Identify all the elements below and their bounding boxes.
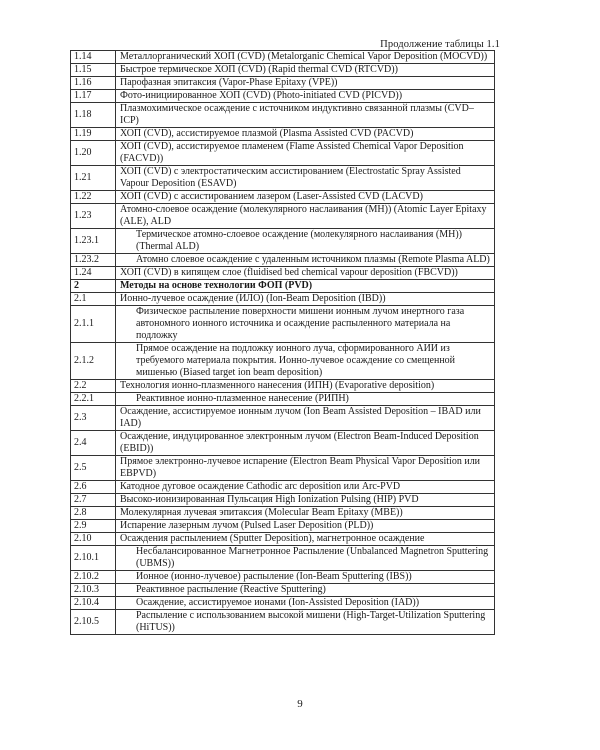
method-description: Фото-инициированное ХОП (CVD) (Photo-initiated CVD (PICVD)) — [116, 90, 495, 103]
table-row — [71, 431, 495, 456]
method-description: Осаждение, ассистируемое ионным лучом (Ion Beam Assisted Deposition – IBAD или IAD) — [116, 406, 495, 431]
table-row — [71, 343, 495, 380]
row-number: 1.23 — [71, 204, 116, 229]
methods-table-body — [71, 51, 495, 635]
method-description: Несбалансированное Магнетронное Распыление (Unbalanced Magnetron Sputtering (UBMS)) — [116, 546, 495, 571]
row-number: 1.23.2 — [71, 254, 116, 267]
method-description: Прямое осаждение на подложку ионного луча, сформированного АИИ из требуемого материала покрытия. Ионно-лучевое осаждение со смещенной мишенью (Biased target ion beam deposition) — [116, 343, 495, 380]
row-number: 2.2.1 — [71, 393, 116, 406]
row-number: 2.10 — [71, 533, 116, 546]
row-number: 2.10.4 — [71, 597, 116, 610]
row-number: 2.10.2 — [71, 571, 116, 584]
method-description: Испарение лазерным лучом (Pulsed Laser Deposition (PLD)) — [116, 520, 495, 533]
row-number: 2.1.2 — [71, 343, 116, 380]
row-number: 2.8 — [71, 507, 116, 520]
method-description: Молекулярная лучевая эпитаксия (Molecular Beam Epitaxy (MBE)) — [116, 507, 495, 520]
method-description: Реактивное ионно-плазменное нанесение (РИПН) — [116, 393, 495, 406]
table-row — [71, 481, 495, 494]
row-number: 2 — [71, 280, 116, 293]
method-description: Металлорганический ХОП (CVD) (Metalorganic Chemical Vapor Deposition (MOCVD)) — [116, 51, 495, 64]
table-row — [71, 393, 495, 406]
row-number: 2.10.3 — [71, 584, 116, 597]
table-row — [71, 380, 495, 393]
method-description: Быстрое термическое ХОП (CVD) (Rapid thermal CVD (RTCVD)) — [116, 64, 495, 77]
table-row — [71, 533, 495, 546]
table-row — [71, 571, 495, 584]
table-row — [71, 51, 495, 64]
method-description: ХОП (CVD), ассистируемое плазмой (Plasma Assisted CVD (PACVD) — [116, 128, 495, 141]
row-number: 1.15 — [71, 64, 116, 77]
row-number: 2.1 — [71, 293, 116, 306]
row-number: 2.4 — [71, 431, 116, 456]
method-description: Методы на основе технологии ФОП (PVD) — [116, 280, 495, 293]
row-number: 2.6 — [71, 481, 116, 494]
table-row — [71, 584, 495, 597]
method-description: Парофазная эпитаксия (Vapor-Phase Epitaxy (VPE)) — [116, 77, 495, 90]
section-heading-row — [71, 280, 495, 293]
row-number: 2.9 — [71, 520, 116, 533]
method-description: Ионно-лучевое осаждение (ИЛО) (Ion-Beam Deposition (IBD)) — [116, 293, 495, 306]
table-row — [71, 191, 495, 204]
row-number: 1.17 — [71, 90, 116, 103]
table-row — [71, 64, 495, 77]
table-row — [71, 229, 495, 254]
method-description: Осаждения распылением (Sputter Deposition), магнетронное осаждение — [116, 533, 495, 546]
method-description: Атомно слоевое осаждение с удаленным источником плазмы (Remote Plasma ALD) — [116, 254, 495, 267]
row-number: 1.24 — [71, 267, 116, 280]
table-row — [71, 128, 495, 141]
row-number: 2.1.1 — [71, 306, 116, 343]
method-description: Осаждение, ассистируемое ионами (Ion-Assisted Deposition (IAD)) — [116, 597, 495, 610]
method-description: Прямое электронно-лучевое испарение (Electron Beam Physical Vapor Deposition или EBPVD) — [116, 456, 495, 481]
page-number: 9 — [297, 698, 303, 710]
method-description: Ионное (ионно-лучевое) распыление (Ion-Beam Sputtering (IBS)) — [116, 571, 495, 584]
row-number: 2.10.1 — [71, 546, 116, 571]
row-number: 1.21 — [71, 166, 116, 191]
table-continuation-caption: Продолжение таблицы 1.1 — [380, 39, 500, 50]
method-description: Осаждение, индуцированное электронным лучом (Electron Beam-Induced Deposition (EBID)) — [116, 431, 495, 456]
table-row — [71, 254, 495, 267]
row-number: 2.7 — [71, 494, 116, 507]
method-description: Распыление с использованием высокой мишени (High-Target-Utilization Sputtering (HiTUS)) — [116, 610, 495, 635]
method-description: Технология ионно-плазменного нанесения (ИПН) (Evaporative deposition) — [116, 380, 495, 393]
table-row — [71, 90, 495, 103]
table-row — [71, 77, 495, 90]
method-description: Плазмохимическое осаждение с источником индуктивно связанной плазмы (CVD–ICP) — [116, 103, 495, 128]
row-number: 1.20 — [71, 141, 116, 166]
table-row — [71, 141, 495, 166]
row-number: 2.3 — [71, 406, 116, 431]
table-row — [71, 520, 495, 533]
table-row — [71, 507, 495, 520]
method-description: Катодное дуговое осаждение Cathodic arc deposition или Arc-PVD — [116, 481, 495, 494]
table-row — [71, 406, 495, 431]
table-row — [71, 204, 495, 229]
table-row — [71, 456, 495, 481]
method-description: Атомно-слоевое осаждение (молекулярного наслаивания (МН)) (Atomic Layer Epitaxy (ALE), ALD — [116, 204, 495, 229]
table-row — [71, 610, 495, 635]
row-number: 2.5 — [71, 456, 116, 481]
row-number: 1.14 — [71, 51, 116, 64]
method-description: Реактивное распыление (Reactive Sputtering) — [116, 584, 495, 597]
table-row — [71, 597, 495, 610]
row-number: 2.2 — [71, 380, 116, 393]
row-number: 1.19 — [71, 128, 116, 141]
row-number: 1.23.1 — [71, 229, 116, 254]
methods-table — [70, 50, 495, 635]
method-description: Физическое распыление поверхности мишени ионным лучом инертного газа автономного ионного источника и осаждение распыленного материала на подложку — [116, 306, 495, 343]
table-row — [71, 267, 495, 280]
method-description: ХОП (CVD) с ассистированием лазером (Laser-Assisted CVD (LACVD) — [116, 191, 495, 204]
table-row — [71, 306, 495, 343]
method-description: Высоко-ионизированная Пульсация High Ionization Pulsing (HIP) PVD — [116, 494, 495, 507]
method-description: ХОП (CVD) в кипящем слое (fluidised bed chemical vapour deposition (FBCVD)) — [116, 267, 495, 280]
table-row — [71, 494, 495, 507]
method-description: Термическое атомно-слоевое осаждение (молекулярного наслаивания (МН)) (Thermal ALD) — [116, 229, 495, 254]
table-row — [71, 546, 495, 571]
table-row — [71, 293, 495, 306]
row-number: 1.18 — [71, 103, 116, 128]
row-number: 1.22 — [71, 191, 116, 204]
row-number: 2.10.5 — [71, 610, 116, 635]
row-number: 1.16 — [71, 77, 116, 90]
table-row — [71, 166, 495, 191]
method-description: ХОП (CVD) с электростатическим ассистированием (Electrostatic Spray Assisted Vapour Deposition (ESAVD) — [116, 166, 495, 191]
table-row — [71, 103, 495, 128]
method-description: ХОП (CVD), ассистируемое пламенем (Flame Assisted Chemical Vapor Deposition (FACVD)) — [116, 141, 495, 166]
